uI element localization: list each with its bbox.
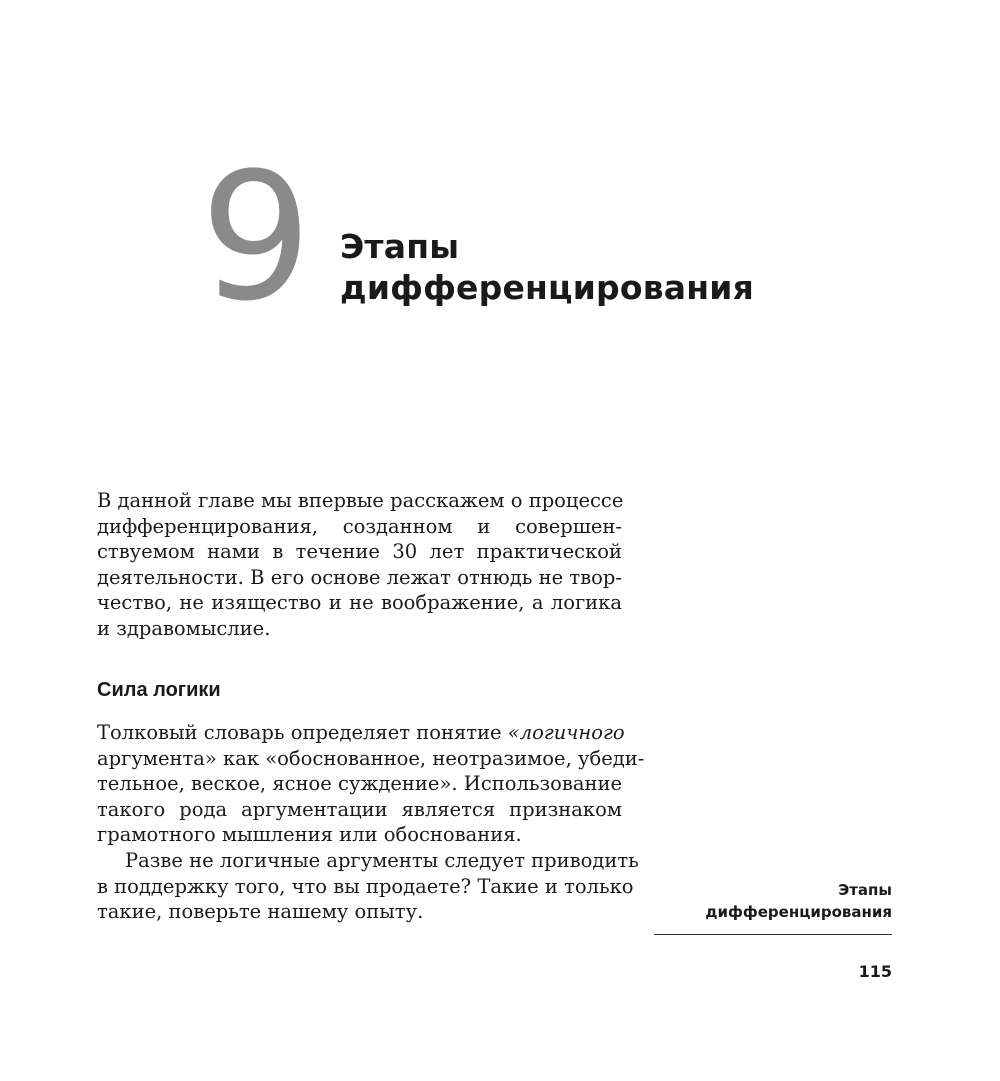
running-head bbox=[705, 879, 892, 923]
chapter-number: 9 bbox=[200, 135, 308, 340]
text-line: аргумента» как «обоснованное, неотразимое, убеди- bbox=[97, 746, 645, 770]
text-line: в поддержку того, что вы продаете? Такие и только bbox=[97, 874, 634, 898]
text-line: грамотного мышления или обоснования. bbox=[97, 823, 522, 847]
running-head-divider bbox=[654, 934, 892, 935]
italic-term: «логичного bbox=[507, 721, 625, 744]
text-line: тельное, веское, ясное суждение». Использование bbox=[97, 772, 622, 796]
text-line: Разве не логичные аргументы следует приводить bbox=[125, 848, 639, 872]
text-line: такие, поверьте нашему опыту. bbox=[97, 900, 424, 924]
chapter-title bbox=[340, 226, 754, 308]
running-head-line-2: дифференцирования bbox=[705, 903, 892, 921]
text-line: деятельности. В его основе лежат отнюдь не твор- bbox=[97, 565, 622, 589]
chapter-title-line-1: Этапы bbox=[340, 227, 460, 266]
text-segment: Толковый словарь определяет понятие bbox=[97, 721, 508, 744]
page-number: 115 bbox=[858, 962, 892, 981]
text-line: ствуемом нами в течение 30 лет практической bbox=[97, 540, 622, 564]
text-line: дифференцирования, созданном и совершен- bbox=[97, 514, 622, 538]
text-line bbox=[97, 720, 625, 746]
running-head-line-1: Этапы bbox=[838, 881, 892, 899]
text-line: В данной главе мы впервые расскажем о процессе bbox=[97, 489, 624, 512]
text-line: такого рода аргументации является признаком bbox=[97, 797, 622, 821]
section-paragraph bbox=[97, 720, 645, 925]
chapter-title-line-2: дифференцирования bbox=[340, 268, 754, 307]
intro-paragraph bbox=[97, 488, 622, 642]
text-line: и здравомыслие. bbox=[97, 616, 271, 640]
section-heading: Сила логики bbox=[97, 679, 221, 701]
text-line: чество, не изящество и не воображение, а логика bbox=[97, 591, 622, 615]
